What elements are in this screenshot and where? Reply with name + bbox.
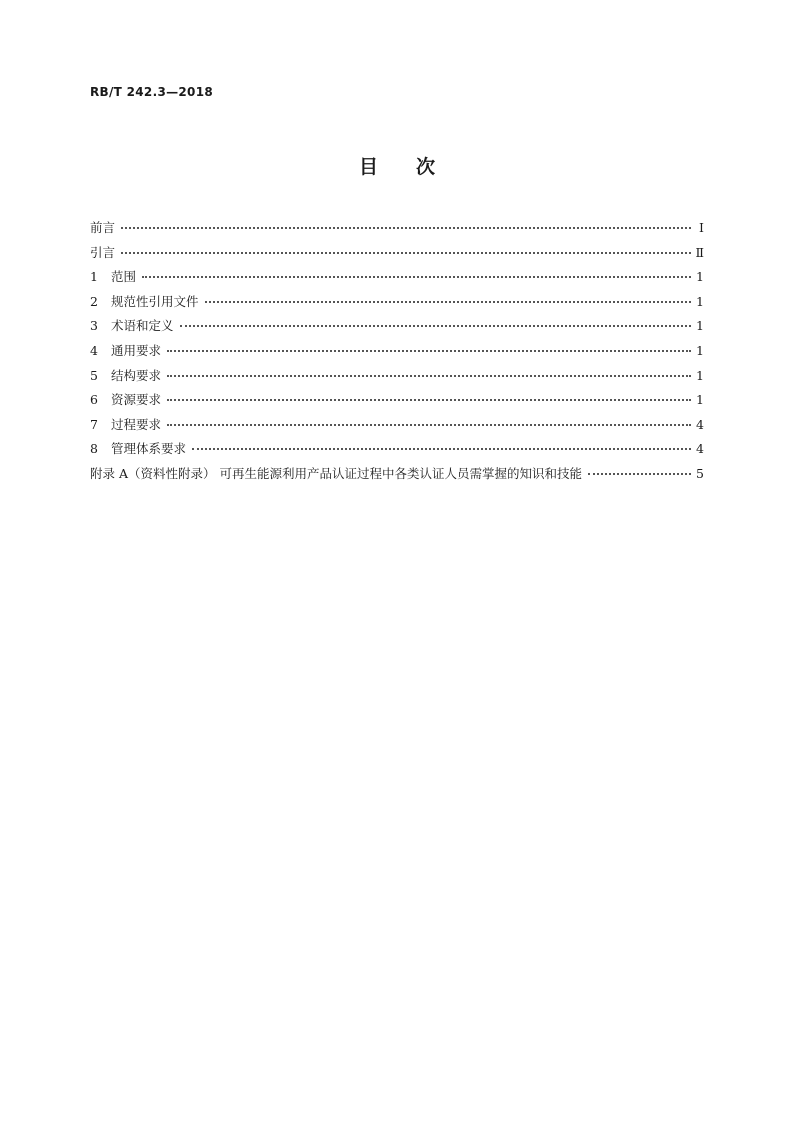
toc-entry-label: 管理体系要求 (111, 441, 187, 457)
toc-entry-label: 过程要求 (111, 416, 162, 432)
toc-dot-leader (167, 375, 691, 377)
toc-entry[interactable] (90, 316, 704, 341)
toc-dot-leader (588, 473, 691, 475)
toc-entry-page: Ⅱ (695, 244, 704, 260)
toc-entry[interactable] (90, 390, 704, 415)
document-code: RB/T 242.3—2018 (90, 85, 213, 99)
toc-dot-leader (167, 350, 691, 352)
toc-entry-number: 7 (90, 416, 98, 432)
toc-entry[interactable] (90, 267, 704, 292)
toc-entry-label: 引言 (90, 244, 116, 260)
toc-entry[interactable] (90, 464, 704, 489)
toc-entry-label: 附录 A（资料性附录） 可再生能源利用产品认证过程中各类认证人员需掌握的知识和技能 (90, 465, 582, 481)
toc-dot-leader (205, 301, 691, 303)
toc-entry-number: 4 (90, 342, 98, 358)
toc-entry[interactable] (90, 341, 704, 366)
toc-entry-label: 通用要求 (111, 342, 162, 358)
table-of-contents (90, 218, 704, 489)
toc-entry-label: 结构要求 (111, 367, 162, 383)
toc-entry-page: 4 (696, 441, 704, 457)
toc-dot-leader (167, 399, 691, 401)
toc-entry-label: 范围 (111, 269, 137, 285)
toc-dot-leader (121, 227, 691, 229)
toc-entry-number: 5 (90, 367, 98, 383)
toc-entry-number: 6 (90, 392, 98, 408)
toc-entry-page: 4 (696, 416, 704, 432)
toc-entry-number: 8 (90, 441, 98, 457)
toc-entry-label: 规范性引用文件 (111, 293, 199, 309)
toc-dot-leader (192, 448, 691, 450)
toc-entry-label: 资源要求 (111, 392, 162, 408)
toc-entry[interactable] (90, 415, 704, 440)
toc-entry[interactable] (90, 243, 704, 268)
toc-entry-number: 1 (90, 269, 98, 285)
toc-dot-leader (180, 325, 691, 327)
toc-entry-page: 5 (696, 465, 704, 481)
toc-dot-leader (121, 252, 691, 254)
toc-entry-page: 1 (696, 392, 704, 408)
toc-entry[interactable] (90, 439, 704, 464)
toc-entry-label: 前言 (90, 220, 116, 235)
toc-entry-number: 3 (90, 318, 98, 334)
toc-entry-label: 术语和定义 (111, 318, 174, 334)
toc-entry-number: 2 (90, 293, 98, 309)
toc-title: 目次 (358, 156, 473, 178)
toc-entry-page: 1 (696, 269, 704, 285)
toc-entry-page: 1 (696, 342, 704, 358)
toc-entry-page: 1 (696, 293, 704, 309)
toc-entry[interactable] (90, 292, 704, 317)
toc-dot-leader (167, 424, 691, 426)
toc-entry-page: Ⅰ (699, 220, 704, 235)
toc-entry-page: 1 (696, 367, 704, 383)
toc-entry[interactable] (90, 366, 704, 391)
toc-entry[interactable] (90, 218, 704, 243)
toc-dot-leader (142, 276, 691, 278)
toc-entry-page: 1 (696, 318, 704, 334)
